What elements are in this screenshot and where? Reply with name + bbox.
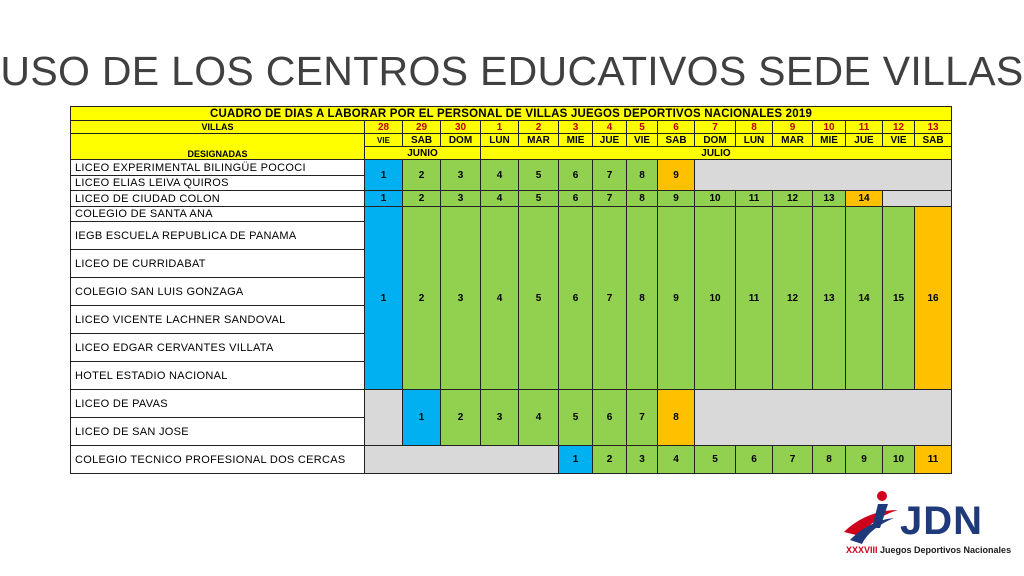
day-cell: 2 (593, 446, 627, 474)
day-cell: 2 (403, 207, 441, 390)
date-cell: 11 (846, 121, 883, 134)
table-row (71, 160, 952, 176)
weekday-cell: LUN (481, 134, 519, 147)
day-cell: 1 (365, 207, 403, 390)
month-junio: JUNIO (365, 147, 481, 160)
date-cell: 3 (559, 121, 593, 134)
date-cell: 12 (883, 121, 915, 134)
weekdays-row (71, 134, 952, 147)
logo-roman: XXXVIII (846, 545, 878, 555)
slide-title: USO DE LOS CENTROS EDUCATIVOS SEDE VILLAS (0, 48, 1024, 94)
weekday-cell: VIE (883, 134, 915, 147)
day-cell: 16 (915, 207, 952, 390)
venue-name: LICEO DE CURRIDABAT (71, 250, 365, 278)
day-cell: 1 (403, 390, 441, 446)
venue-name: COLEGIO DE SANTA ANA (71, 207, 365, 222)
empty-cell (695, 390, 952, 446)
venue-name: LICEO DE CIUDAD COLON (71, 191, 365, 207)
weekday-cell: MIE (559, 134, 593, 147)
day-cell: 9 (658, 207, 695, 390)
weekday-cell: DOM (695, 134, 736, 147)
day-cell: 7 (593, 191, 627, 207)
day-cell: 14 (846, 191, 883, 207)
day-cell: 11 (915, 446, 952, 474)
dates-row (71, 121, 952, 134)
day-cell: 5 (559, 390, 593, 446)
day-cell: 3 (441, 207, 481, 390)
day-cell: 12 (773, 207, 813, 390)
day-cell: 8 (627, 207, 658, 390)
table-row (71, 446, 952, 474)
day-cell: 5 (519, 207, 559, 390)
date-cell: 4 (593, 121, 627, 134)
venue-name: LICEO EXPERIMENTAL BILINGÜE POCOCI (71, 160, 365, 176)
empty-cell (695, 160, 952, 191)
day-cell: 2 (441, 390, 481, 446)
day-cell: 8 (627, 160, 658, 191)
schedule-table (70, 106, 952, 474)
weekday-cell: MAR (519, 134, 559, 147)
day-cell: 4 (481, 207, 519, 390)
venue-name: IEGB ESCUELA REPUBLICA DE PANAMA (71, 222, 365, 250)
weekday-cell: SAB (915, 134, 952, 147)
date-cell: 6 (658, 121, 695, 134)
day-cell: 10 (883, 446, 915, 474)
day-cell: 7 (773, 446, 813, 474)
date-cell: 9 (773, 121, 813, 134)
venue-name: LICEO ELIAS LEIVA QUIROS (71, 176, 365, 191)
venue-name: LICEO DE SAN JOSE (71, 418, 365, 446)
venue-name: LICEO EDGAR CERVANTES VILLATA (71, 334, 365, 362)
logo-caption-text: Juegos Deportivos Nacionales (880, 545, 1012, 555)
weekday-cell: LUN (736, 134, 773, 147)
day-cell: 5 (519, 160, 559, 191)
venue-name: LICEO DE PAVAS (71, 390, 365, 418)
day-cell: 1 (365, 191, 403, 207)
day-cell: 6 (736, 446, 773, 474)
day-cell: 4 (481, 191, 519, 207)
date-cell: 1 (481, 121, 519, 134)
weekday-cell: VIE (365, 134, 403, 147)
day-cell: 10 (695, 207, 736, 390)
day-cell: 6 (559, 191, 593, 207)
date-cell: 30 (441, 121, 481, 134)
day-cell: 10 (695, 191, 736, 207)
day-cell: 13 (813, 191, 846, 207)
header-designadas: DESIGNADAS (71, 134, 365, 160)
date-cell: 29 (403, 121, 441, 134)
day-cell: 4 (519, 390, 559, 446)
logo-caption (846, 545, 1011, 555)
day-cell: 5 (519, 191, 559, 207)
table-row (71, 207, 952, 222)
date-cell: 7 (695, 121, 736, 134)
day-cell: 1 (559, 446, 593, 474)
table-row (71, 390, 952, 418)
weekday-cell: SAB (658, 134, 695, 147)
month-julio: JULIO (481, 147, 952, 160)
day-cell: 14 (846, 207, 883, 390)
day-cell: 12 (773, 191, 813, 207)
day-cell: 13 (813, 207, 846, 390)
empty-cell (883, 191, 952, 207)
day-cell: 8 (658, 390, 695, 446)
empty-cell (365, 446, 559, 474)
date-cell: 5 (627, 121, 658, 134)
day-cell: 4 (658, 446, 695, 474)
athlete-icon (844, 491, 898, 544)
day-cell: 2 (403, 160, 441, 191)
date-cell: 13 (915, 121, 952, 134)
day-cell: 9 (846, 446, 883, 474)
day-cell: 7 (593, 207, 627, 390)
day-cell: 1 (365, 160, 403, 191)
day-cell: 8 (627, 191, 658, 207)
venue-name: COLEGIO TECNICO PROFESIONAL DOS CERCAS (71, 446, 365, 474)
venue-name: COLEGIO SAN LUIS GONZAGA (71, 278, 365, 306)
date-cell: 2 (519, 121, 559, 134)
venue-name: LICEO VICENTE LACHNER SANDOVAL (71, 306, 365, 334)
day-cell: 15 (883, 207, 915, 390)
day-cell: 5 (695, 446, 736, 474)
day-cell: 3 (441, 191, 481, 207)
venue-name: HOTEL ESTADIO NACIONAL (71, 362, 365, 390)
table-banner: CUADRO DE DIAS A LABORAR POR EL PERSONAL DE VILLAS JUEGOS DEPORTIVOS NACIONALES 2019 (71, 107, 952, 121)
weekday-cell: MIE (813, 134, 846, 147)
date-cell: 8 (736, 121, 773, 134)
day-cell: 8 (813, 446, 846, 474)
weekday-cell: JUE (846, 134, 883, 147)
day-cell: 7 (593, 160, 627, 191)
day-cell: 9 (658, 191, 695, 207)
day-cell: 11 (736, 191, 773, 207)
weekday-cell: MAR (773, 134, 813, 147)
day-cell: 6 (559, 207, 593, 390)
day-cell: 3 (481, 390, 519, 446)
weekday-cell: SAB (403, 134, 441, 147)
weekday-cell: VIE (627, 134, 658, 147)
day-cell: 3 (627, 446, 658, 474)
date-cell: 28 (365, 121, 403, 134)
empty-cell (365, 390, 403, 446)
table-row (71, 191, 952, 207)
weekday-cell: JUE (593, 134, 627, 147)
header-villas: VILLAS (71, 121, 365, 134)
day-cell: 11 (736, 207, 773, 390)
day-cell: 2 (403, 191, 441, 207)
weekday-cell: DOM (441, 134, 481, 147)
date-cell: 10 (813, 121, 846, 134)
day-cell: 3 (441, 160, 481, 191)
day-cell: 6 (593, 390, 627, 446)
day-cell: 4 (481, 160, 519, 191)
day-cell: 6 (559, 160, 593, 191)
day-cell: 9 (658, 160, 695, 191)
logo-mark: JDN (900, 499, 984, 543)
day-cell: 7 (627, 390, 658, 446)
